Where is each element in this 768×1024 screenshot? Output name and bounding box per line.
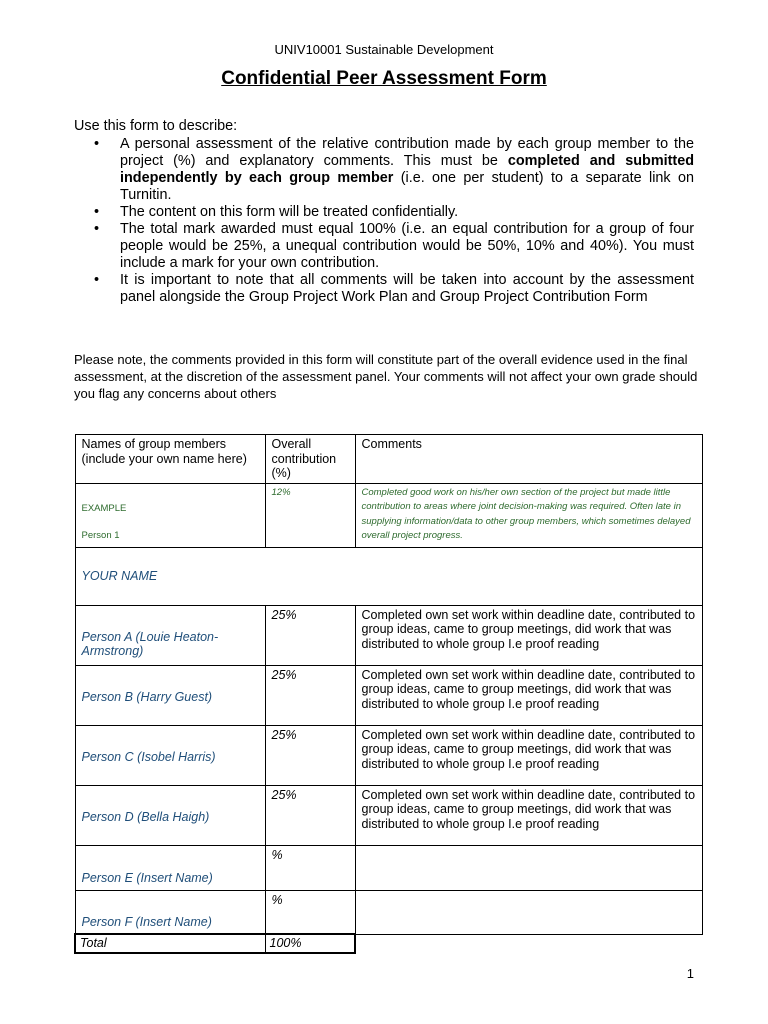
- your-name-row: [75, 547, 703, 605]
- header-names: Names of group members (include your own name here): [75, 435, 265, 484]
- person-name-cell[interactable]: Person F (Insert Name): [75, 890, 265, 934]
- bullet-icon: •: [94, 272, 100, 288]
- percent-cell[interactable]: %: [265, 890, 355, 934]
- bullet-icon: •: [94, 204, 100, 220]
- list-item: • A personal assessment of the relative contribution made by each group member to the project (%) and explanatory comments. This must be completed and submitted independently by each group member (i.e. one per student) to a separate link on Turnitin.: [94, 136, 694, 203]
- page-header: UNIV10001 Sustainable Development: [274, 42, 494, 57]
- table-row: [75, 785, 703, 845]
- intro-text: Use this form to describe:: [74, 118, 238, 134]
- page-title: Confidential Peer Assessment Form: [221, 68, 547, 89]
- example-comment: Completed good work on his/her own section of the project but made little contribution to areas where joint decision-making was required. Often late in supplying information/data to other group members, which sometimes delayed overall project progress.: [355, 483, 703, 547]
- percent-cell[interactable]: 25%: [265, 725, 355, 785]
- bullet-icon: •: [94, 136, 100, 152]
- person-name-cell[interactable]: Person B (Harry Guest): [75, 665, 265, 725]
- total-label: Total: [75, 934, 265, 953]
- comment-cell[interactable]: Completed own set work within deadline date, contributed to group ideas, came to group meetings, did work that was distributed to whole group I.e proof reading: [355, 725, 703, 785]
- person-name-cell[interactable]: Person E (Insert Name): [75, 845, 265, 890]
- header-comments: Comments: [355, 435, 703, 484]
- person-name-cell[interactable]: Person C (Isobel Harris): [75, 725, 265, 785]
- person-name-cell[interactable]: Person A (Louie Heaton-Armstrong): [75, 605, 265, 665]
- example-percent: 12%: [265, 483, 355, 547]
- assessment-table: [74, 434, 703, 954]
- table-row: [75, 725, 703, 785]
- comment-cell[interactable]: [355, 845, 703, 890]
- your-name-cell[interactable]: YOUR NAME: [75, 547, 703, 605]
- table-row: [75, 845, 703, 890]
- list-item: • It is important to note that all comments will be taken into account by the assessment panel alongside the Group Project Work Plan and Group Project Contribution Form: [94, 272, 694, 305]
- instruction-list: [74, 136, 694, 306]
- note-paragraph: Please note, the comments provided in this form will constitute part of the overall evidence used in the final assessment, at the discretion of the assessment panel. Your comments will not affect your own grade should you flag any concerns about others: [74, 352, 698, 401]
- percent-cell[interactable]: 25%: [265, 665, 355, 725]
- page-number: 1: [686, 966, 694, 981]
- table-row: [75, 890, 703, 934]
- total-row: [75, 934, 703, 953]
- percent-cell[interactable]: 25%: [265, 785, 355, 845]
- list-item: • The total mark awarded must equal 100% (i.e. an equal contribution for a group of four people would be 25%, a unequal contribution would be 50%, 10% and 40%). You must include a mark for your own contribution.: [94, 221, 694, 271]
- table-row: [75, 605, 703, 665]
- header-contribution: Overall contribution (%): [265, 435, 355, 484]
- comment-cell[interactable]: Completed own set work within deadline date, contributed to group ideas, came to group meetings, did work that was distributed to whole group I.e proof reading: [355, 605, 703, 665]
- total-value: 100%: [265, 934, 355, 953]
- table-header-row: [75, 435, 703, 484]
- example-row: [75, 483, 703, 547]
- comment-cell[interactable]: [355, 890, 703, 934]
- comment-cell[interactable]: Completed own set work within deadline date, contributed to group ideas, came to group meetings, did work that was distributed to whole group I.e proof reading: [355, 665, 703, 725]
- table-row: [75, 665, 703, 725]
- person-name-cell[interactable]: Person D (Bella Haigh): [75, 785, 265, 845]
- example-person: Person 1: [81, 529, 120, 541]
- bullet-icon: •: [94, 221, 100, 237]
- example-label: EXAMPLE: [81, 502, 127, 514]
- list-item: • The content on this form will be treated confidentially.: [94, 204, 459, 220]
- percent-cell[interactable]: 25%: [265, 605, 355, 665]
- comment-cell[interactable]: Completed own set work within deadline date, contributed to group ideas, came to group meetings, did work that was distributed to whole group I.e proof reading: [355, 785, 703, 845]
- percent-cell[interactable]: %: [265, 845, 355, 890]
